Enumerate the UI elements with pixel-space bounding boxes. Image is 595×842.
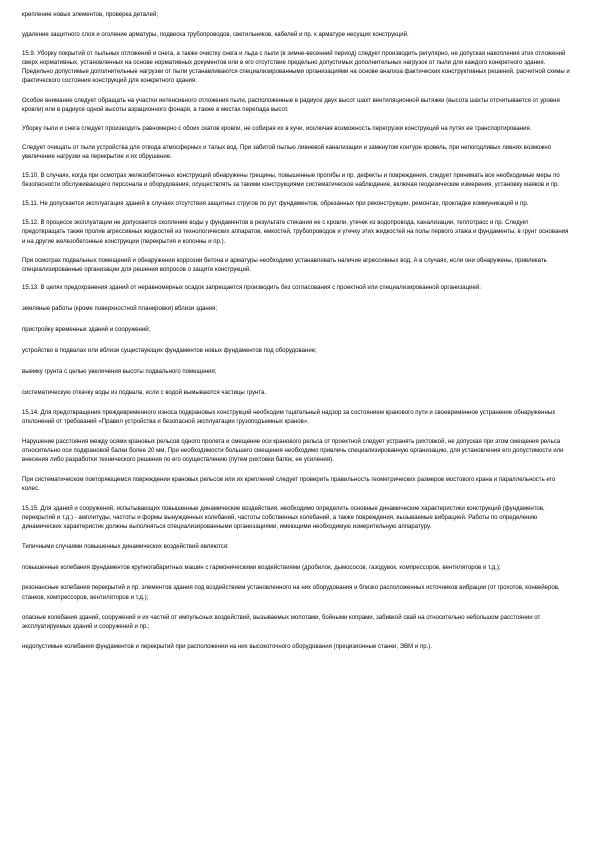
paragraph-3: 15.9. Уборку покрытий от пыльных отложений и снега, а также очистку снега и льда с пыли (в зимне-весенний период) следует производить регулярно, не допуская накопления этих отложений сверх нормативных, установленных на основе нормативных документов или в его отсутствие предельно допустимых дополнительных нагрузок от пыли для каждого конкретного здания. Предельно допустимые дополнительные нагрузки от пыли устанавливаются специализированными организациями на основе анализа фактических конструктивных решений, расчетной схемы и фактического состояния конструкций для конкретного здания. [22, 51, 570, 85]
paragraph-18: Нарушение расстояния между осями крановых рельсов одного пролета и смещение оси кранового рельса от проектной следует устранять рихтовкой, не допуская при этом смещения рельса относительно оси подкрановой балки более 20 мм. При необходимости большего смещения необходимо привлечь специализированную организацию, для установления его допустимости или внесения либо разработки технического решения по его осуществлению (путем рихтовки балок, ее усиления). [22, 438, 564, 463]
paragraph-2: удаление защитного слоя и оголение арматуры, подвеска трубопроводов, светильников, кабелей и пр. к арматуре несущих конструкций. [22, 32, 409, 39]
paragraph-13: пристройку временных зданий и сооружений; [22, 326, 151, 333]
paragraph-19: При систематическом повторяющемся повреждении крановых рельсов или их креплений следует проверить правильность геометрических размеров мостового крана и параллельность его колес. [22, 476, 556, 492]
paragraph-10: При осмотрах подвальных помещений и обнаружении коррозии бетона и арматуры необходимо устанавливать наличие агрессивных вод. А в случаях, если они обнаружены, привлекать специализированные организации для решения вопросов о защите конструкций. [22, 257, 547, 273]
paragraph-16: систематическую откачку воды из подвала, если с водой вымываются частицы грунта. [22, 390, 267, 397]
paragraph-24: опасные колебания зданий, сооружений и их частей от импульсных воздействий, вызываемых молотами, бойными копрами, забивкой свай на относительно небольшом расстоянии от эксплуатируемых зданий и сооружений и пр.; [22, 614, 541, 630]
paragraph-20: 15.15. Для зданий и сооружений, испытывающих повышенные динамические воздействия, необходимо определить основные динамические характеристики конструкций (фундаментов, перекрытий и т.д.) - амплитуды, частоты и формы вынужденных колебаний, частоты собственных колебаний, а также повреждения, вызываемые вибрацией. Работы по определению динамических характеристик должны выполняться специализированными организациями, имеющими необходимую измерительную аппаратуру. [22, 506, 545, 531]
paragraph-17: 15.14. Для предотвращения преждевременного износа подкрановых конструкций необходим тщательный надзор за состоянием кранового пути и своевременное устранение обнаруженных отклонений от требований «Правил устройства и безопасной эксплуатации грузоподъемных кранов». [22, 410, 556, 426]
paragraph-11: 15.13. В целях предохранения зданий от неравномерных осадок запрещается производить без согласования с проектной или специализированной организацией: [22, 284, 481, 291]
paragraph-15: выемку грунта с целью увеличения высоты подвального помещения; [22, 369, 217, 376]
paragraph-14: устройство в подвалах или вблизи существующих фундаментов новых фундаментов под оборудование; [22, 348, 317, 355]
paragraph-25: недопустимые колебания фундаментов и перекрытий при расположении на них высокоточного оборудования (прецизионные станки, ЭВМ и пр.). [22, 643, 432, 650]
paragraph-22: повышенные колебания фундаментов крупногабаритных машин с гармоническими воздействиями (дробилок, дымососов, газодувок, компрессоров, вентиляторов и т.д.); [22, 565, 501, 572]
paragraph-9: 15.12. В процессе эксплуатации не допускается скопление воды у фундаментов в результате стекания ее с кровли, утечек из водопровода, канализации, теплотрасс и пр. Следует предотвращать также пролив агрессивных жидкостей из технологических аппаратов, емкостей, трубопроводов и утечку этих жидкостей на полы первого этажа и фундаменты, в грунт основания и на другие железобетонные конструкции (перекрытия и колонны и пр.). [22, 220, 569, 245]
paragraph-23: резонансные колебания перекрытий и пр. элементов здания под воздействием установленного на них оборудования и близко расположенных источников вибрации (от грохотов, конвейеров, станков, компрессоров, вентиляторов и т.д.); [22, 585, 560, 601]
paragraph-8: 15.11. Не допускается эксплуатация зданий в случаях отсутствия защитных стругов по рут фундаментов, обрезанных при реконструкции, ремонтах, прокладке коммуникаций и пр. [22, 201, 529, 208]
paragraph-12: земляные работы (кроме поверхностной планировки) вблизи здания; [22, 305, 218, 312]
paragraph-21: Типичными случаями повышенных динамических воздействий являются: [22, 544, 229, 551]
paragraph-6: Следует очищать от пыли устройства для отвода атмосферных и талых вод. При забитой пылью ливневой канализации и замкнутом контуре кровель, при непогодливых ливнях возможно увеличение нагрузки на перекрытие и их обрушение. [22, 144, 552, 160]
paragraph-5: Уборку пыли и снега следует производить равномерно с обоих скатов кровли, не собирая их в кучи, исключая возможность перегрузки конструкций на путях ее транспортирования. [22, 125, 532, 132]
paragraph-4: Особое внимание следует обращать на участки интенсивного отложения пыли, расположенные в радиусе двух высот шахт вентиляционной вытяжки (высота шахты отсчитывается от уровня кровли) или в радиусе одной высоты аэрационного фонаря, а также в местах перепада высот. [22, 97, 560, 113]
paragraph-7: 15.10. В случаях, когда при осмотрах железобетонных конструкций обнаружены трещины, повышенные прогибы и пр. дефекты и повреждения, следует принимать все необходимые меры по безопасности обслуживающего персонала и оборудования, осуществлять за такими конструкциями систематическое наблюдение, включая геодезические измерения, установку маяков и пр. [22, 173, 560, 189]
paragraph-1: крепление новых элементов, проверка деталей; [22, 12, 158, 18]
